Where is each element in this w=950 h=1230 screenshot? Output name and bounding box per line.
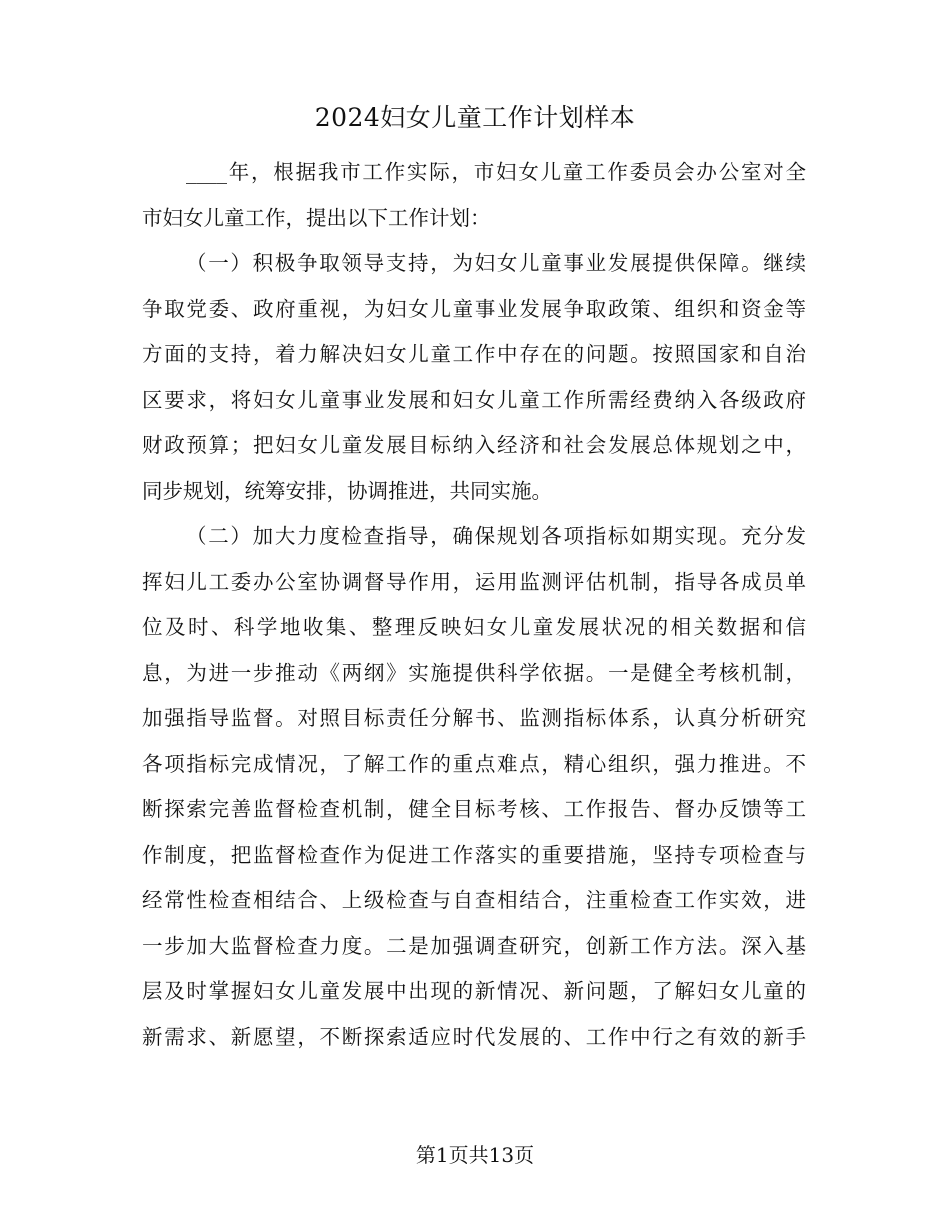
text-line: 争取党委、政府重视，为妇女儿童事业发展争取政策、组织和资金等 bbox=[142, 296, 806, 321]
text-line: 层及时掌握妇女儿童发展中出现的新情况、新问题，了解妇女儿童的 bbox=[142, 979, 806, 1003]
text-line: 作制度，把监督检查作为促进工作落实的重要措施，坚持专项检查与 bbox=[142, 842, 806, 867]
text-line: 断探索完善监督检查机制，健全目标考核、工作报告、督办反馈等工 bbox=[142, 797, 806, 821]
text-line: 挥妇儿工委办公室协调督导作用，运用监测评估机制，指导各成员单 bbox=[142, 569, 806, 594]
text-line: （二）加大力度检查指导，确保规划各项指标如期实现。充分发 bbox=[186, 524, 806, 548]
text-line: 同步规划，统筹安排，协调推进，共同实施。 bbox=[142, 478, 552, 503]
text-line: 市妇女儿童工作，提出以下工作计划： bbox=[142, 205, 491, 230]
text-line: 经常性检查相结合、上级检查与自查相结合，注重检查工作实效，进 bbox=[142, 888, 806, 912]
text-line: ____年，根据我市工作实际，市妇女儿童工作委员会办公室对全 bbox=[186, 160, 806, 184]
text-line: （一）积极争取领导支持，为妇女儿童事业发展提供保障。继续 bbox=[186, 251, 806, 275]
text-line: 各项指标完成情况，了解工作的重点难点，精心组织，强力推进。不 bbox=[142, 751, 806, 776]
page-number-footer: 第1页共13页 bbox=[415, 1143, 535, 1167]
document-title: 2024妇女儿童工作计划样本 bbox=[314, 103, 636, 132]
document-body bbox=[142, 150, 806, 1060]
text-line: 财政预算；把妇女儿童发展目标纳入经济和社会发展总体规划之中， bbox=[142, 433, 806, 457]
text-line: 新需求、新愿望，不断探索适应时代发展的、工作中行之有效的新手 bbox=[142, 1024, 806, 1049]
text-line: 方面的支持，着力解决妇女儿童工作中存在的问题。按照国家和自治 bbox=[142, 342, 806, 366]
text-line: 加强指导监督。对照目标责任分解书、监测指标体系，认真分析研究 bbox=[142, 706, 806, 730]
text-line: 一步加大监督检查力度。二是加强调查研究，创新工作方法。深入基 bbox=[142, 933, 806, 958]
text-line: 位及时、科学地收集、整理反映妇女儿童发展状况的相关数据和信 bbox=[142, 615, 806, 639]
text-line: 区要求，将妇女儿童事业发展和妇女儿童工作所需经费纳入各级政府 bbox=[142, 387, 806, 412]
text-line: 息，为进一步推动《两纲》实施提供科学依据。一是健全考核机制， bbox=[142, 660, 806, 685]
